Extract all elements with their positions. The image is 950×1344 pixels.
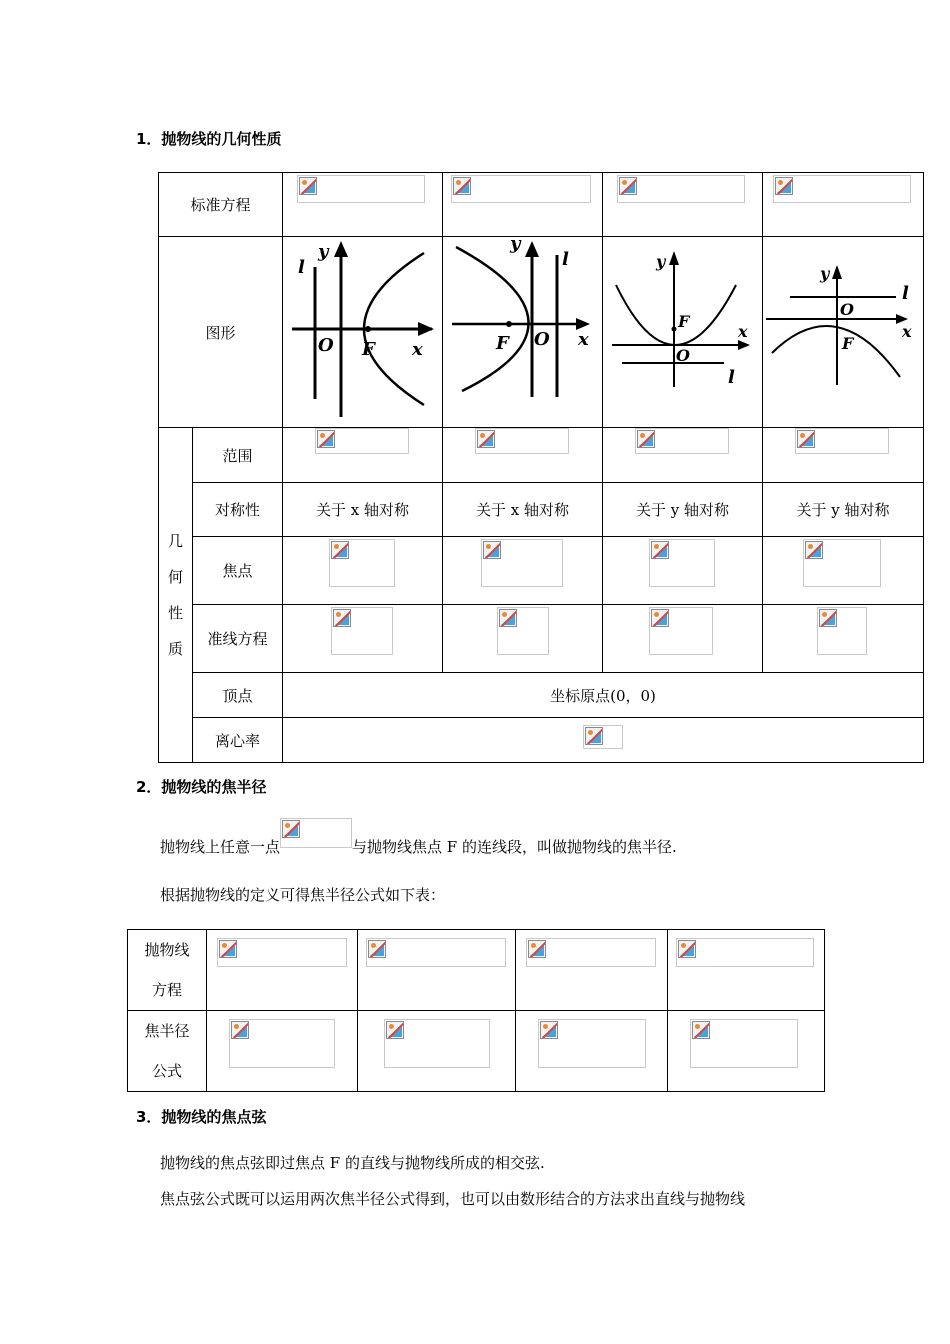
broken-image-icon [540, 1021, 558, 1039]
section-3-title: 3．抛物线的焦点弦 [136, 1108, 267, 1126]
broken-image-icon [651, 541, 669, 559]
broken-image-icon [819, 609, 837, 627]
y-axis-label: y [317, 241, 328, 262]
symmetry-value: 关于 y 轴对称 [763, 483, 924, 537]
focus-image [329, 539, 395, 587]
equation-image [773, 175, 911, 203]
properties-table [158, 172, 924, 763]
broken-image-icon [805, 541, 823, 559]
broken-image-icon [692, 1021, 710, 1039]
symmetry-value: 关于 x 轴对称 [283, 483, 443, 537]
focus-label: F [361, 339, 375, 360]
broken-image-icon [386, 1021, 404, 1039]
equation-image [526, 938, 656, 967]
y-axis-label: y [820, 264, 830, 283]
section-2-title: 2．抛物线的焦半径 [136, 778, 267, 796]
broken-image-icon [637, 430, 655, 448]
broken-image-icon [231, 1021, 249, 1039]
section-1-title: 1．抛物线的几何性质 [136, 130, 282, 148]
symmetry-value: 关于 y 轴对称 [603, 483, 763, 537]
focus-label: F [842, 334, 854, 353]
graph-label: 图形 [159, 237, 283, 428]
broken-image-icon [331, 541, 349, 559]
broken-image-icon [528, 940, 546, 958]
broken-image-icon [619, 177, 637, 195]
focal-chord-definition: 抛物线的焦点弦即过焦点 F 的直线与抛物线所成的相交弦. [160, 1154, 545, 1172]
directrix-image [817, 607, 867, 655]
broken-image-icon [585, 727, 603, 745]
directrix-label: l [727, 367, 735, 388]
point-image [280, 818, 352, 848]
focal-radius-table [127, 929, 825, 1092]
broken-image-icon [282, 820, 300, 838]
broken-image-icon [797, 430, 815, 448]
x-axis-label: x [577, 329, 589, 350]
range-image [795, 428, 889, 454]
broken-image-icon [453, 177, 471, 195]
y-axis-label: y [655, 252, 665, 271]
std-eq-label: 标准方程 [159, 173, 283, 237]
origin-label: O [675, 346, 690, 365]
broken-image-icon [499, 609, 517, 627]
broken-image-icon [299, 177, 317, 195]
range-image [475, 428, 569, 454]
directrix-image [497, 607, 549, 655]
eccentricity-label: 离心率 [193, 718, 283, 763]
directrix-image [331, 607, 393, 655]
origin-label: O [533, 329, 550, 350]
range-image [315, 428, 409, 454]
vertex-value: 坐标原点(0，0) [283, 673, 924, 718]
focal-radius-intro: 根据抛物线的定义可得焦半径公式如下表： [160, 886, 446, 904]
graph-parabola-right [284, 237, 442, 423]
directrix-label: l [561, 249, 569, 270]
vertex-label: 顶点 [193, 673, 283, 718]
broken-image-icon [219, 940, 237, 958]
broken-image-icon [317, 430, 335, 448]
symmetry-label: 对称性 [193, 483, 283, 537]
broken-image-icon [678, 940, 696, 958]
eccentricity-image [583, 725, 623, 749]
focus-image [803, 539, 881, 587]
graph-parabola-left [444, 237, 602, 423]
directrix-image [649, 607, 713, 655]
directrix-row-label: 准线方程 [193, 605, 283, 673]
formula-image [538, 1019, 646, 1068]
origin-label: O [840, 300, 854, 319]
focus-image [481, 539, 563, 587]
y-axis-label: y [509, 237, 520, 254]
x-axis-label: x [411, 339, 423, 360]
focus-label: F [495, 333, 509, 354]
focus-row-label: 焦点 [193, 537, 283, 605]
equation-image [297, 175, 425, 203]
equation-image [451, 175, 591, 203]
symmetry-value: 关于 x 轴对称 [443, 483, 603, 537]
focal-chord-formula-text: 焦点弦公式既可以运用两次焦半径公式得到，也可以由数形结合的方法求出直线与抛物线 [160, 1190, 746, 1208]
broken-image-icon [477, 430, 495, 448]
equation-image [676, 938, 814, 967]
equation-row-label: 抛物线 方程 [128, 930, 207, 1011]
directrix-label: l [297, 257, 305, 278]
focal-radius-definition: 抛物线上任意一点 与抛物线焦点 F 的连线段，叫做抛物线的焦半径. [160, 818, 677, 857]
origin-label: O [317, 335, 334, 356]
formula-image [229, 1019, 335, 1068]
range-label: 范围 [193, 428, 283, 483]
geometric-properties-label: 几 何 性 质 [159, 428, 193, 763]
broken-image-icon [775, 177, 793, 195]
equation-image [366, 938, 506, 967]
broken-image-icon [368, 940, 386, 958]
focus-label: F [677, 312, 689, 331]
equation-image [617, 175, 745, 203]
directrix-label: l [902, 283, 909, 304]
broken-image-icon [333, 609, 351, 627]
formula-image [690, 1019, 798, 1068]
graph-parabola-up [604, 237, 762, 423]
broken-image-icon [651, 609, 669, 627]
x-axis-label: x [737, 322, 748, 341]
x-axis-label: x [902, 322, 912, 341]
broken-image-icon [483, 541, 501, 559]
focal-radius-row-label: 焦半径 公式 [128, 1011, 207, 1092]
formula-image [384, 1019, 490, 1068]
equation-image [217, 938, 347, 967]
graph-parabola-down [764, 237, 922, 423]
range-image [635, 428, 729, 454]
focus-image [649, 539, 715, 587]
